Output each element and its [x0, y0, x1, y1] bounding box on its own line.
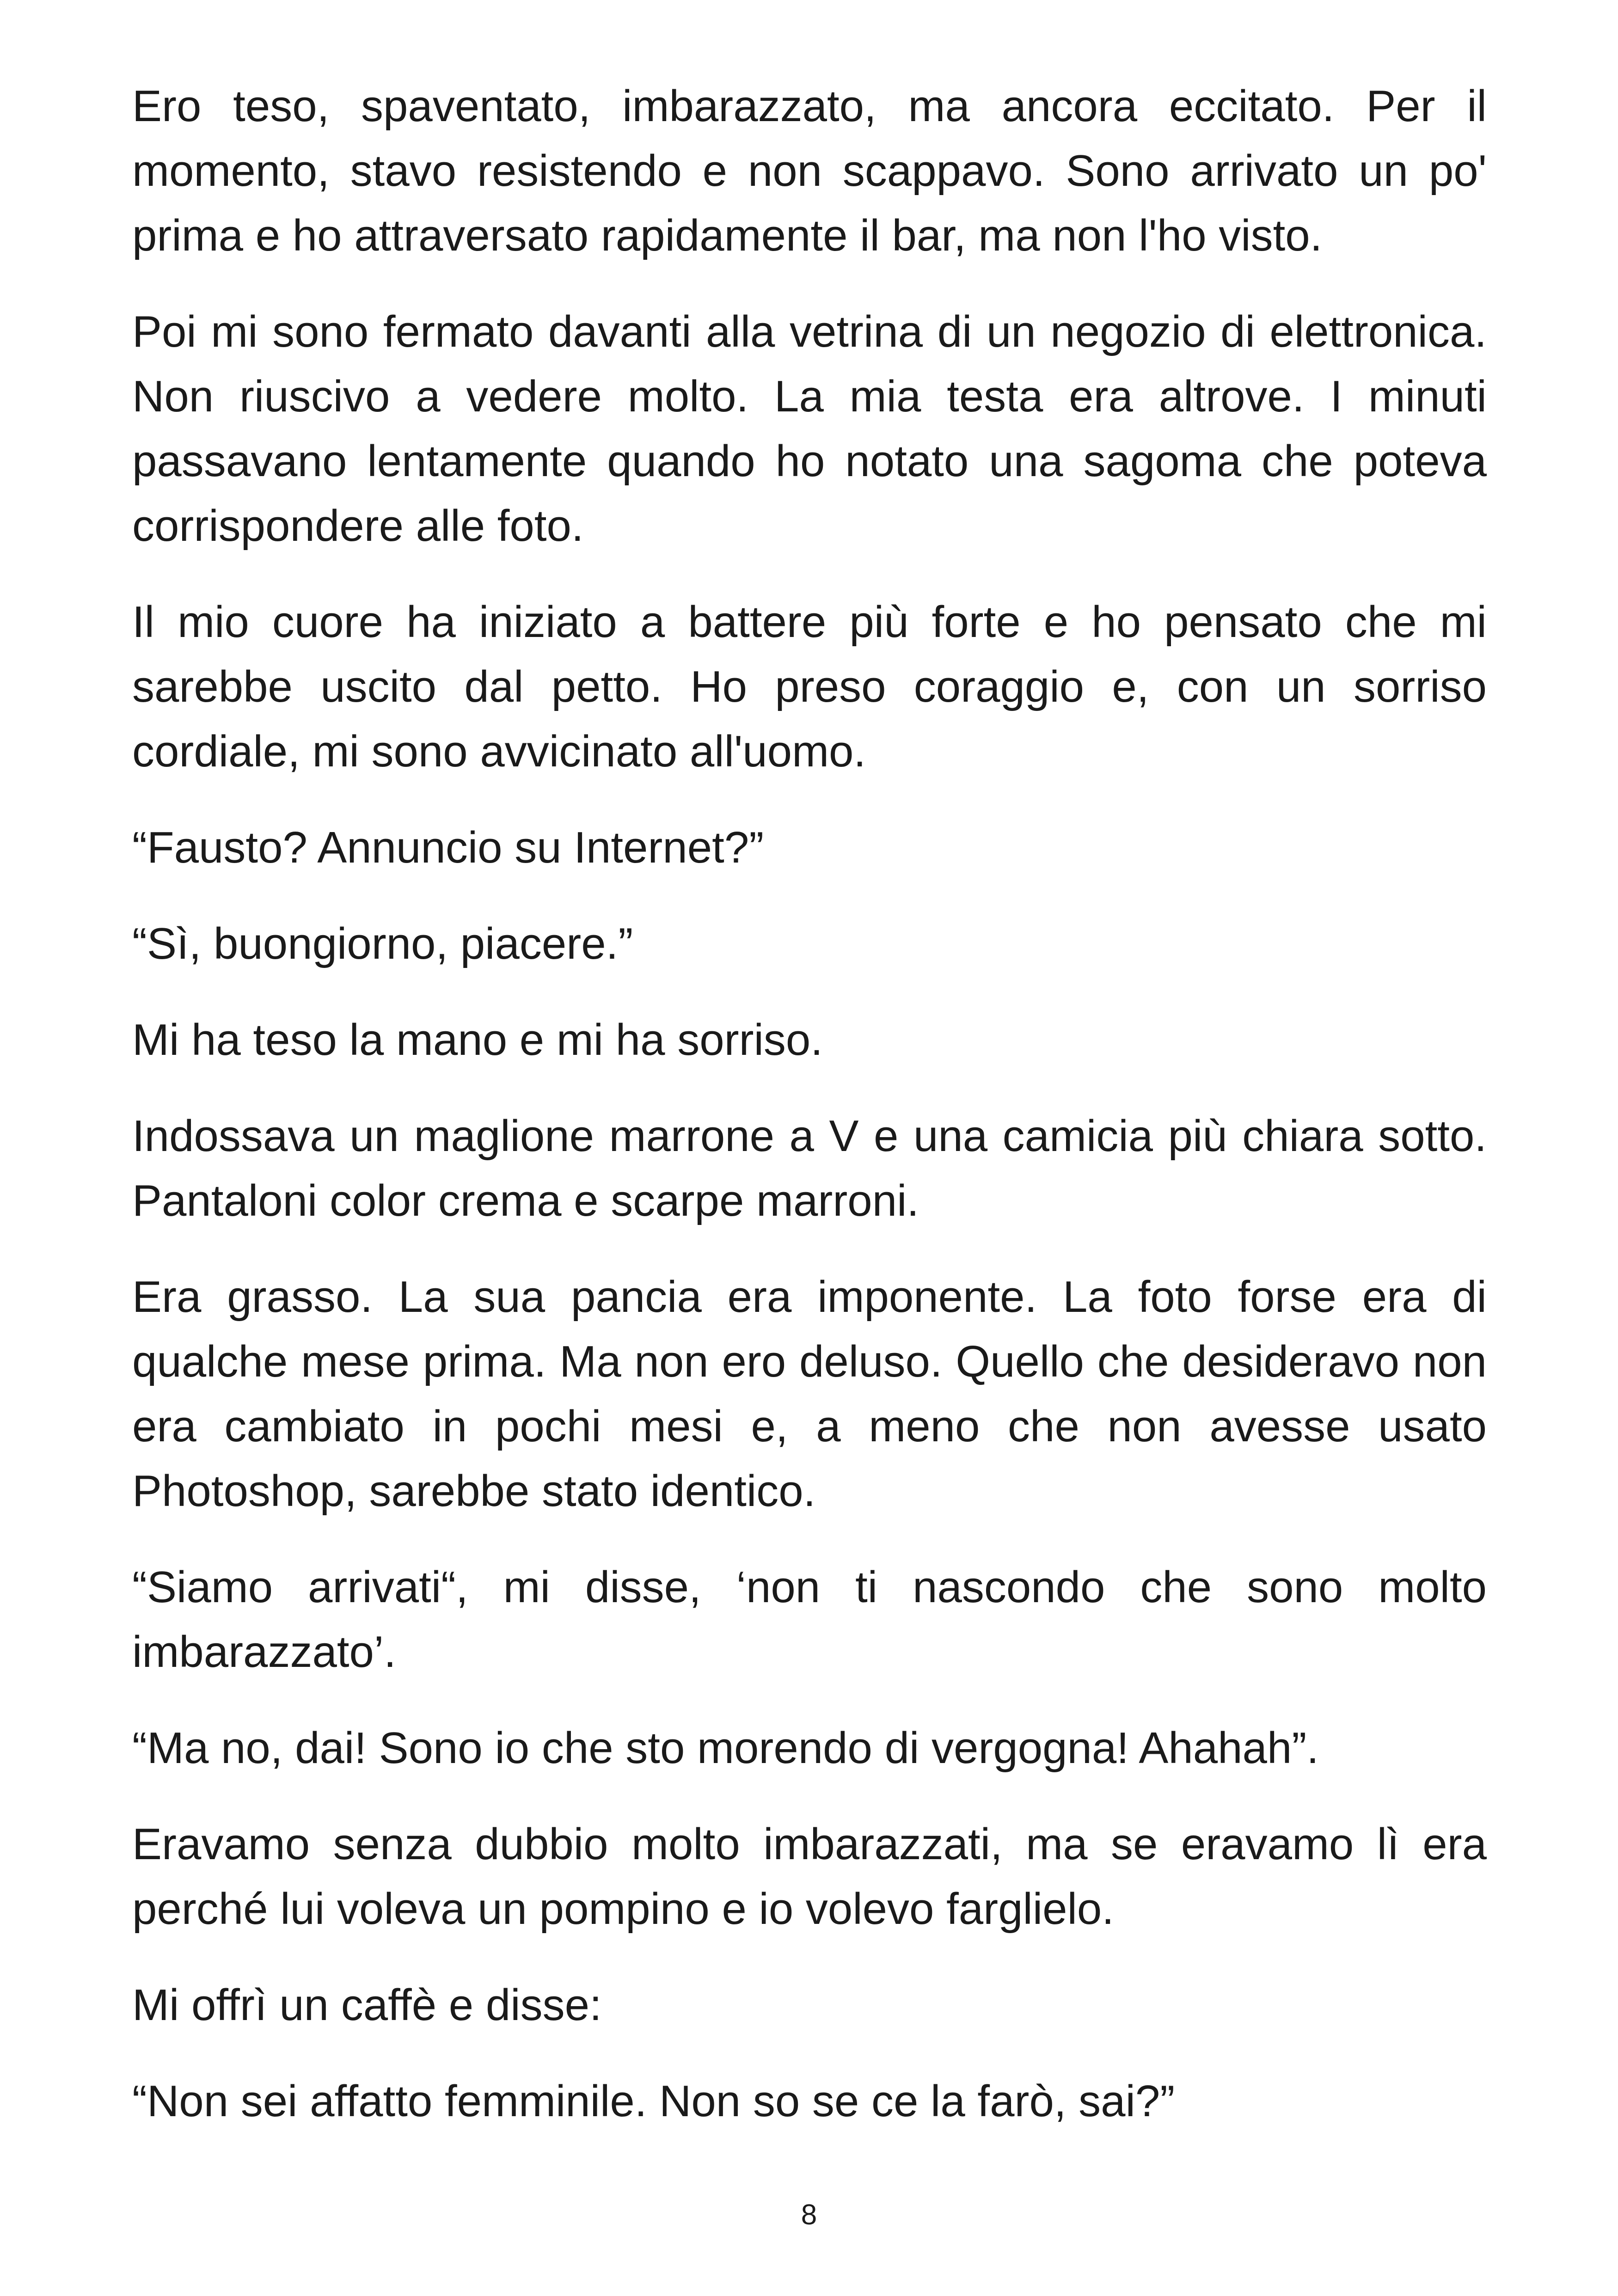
- paragraph: Ero teso, spaventato, imbarazzato, ma ancora eccitato. Per il momento, stavo resistendo e non scappavo. Sono arrivato un po' prima e ho attraversato rapidamente il bar, ma non l'ho visto.: [132, 81, 1487, 260]
- dialogue-line: “Ma no, dai! Sono io che sto morendo di vergogna! Ahahah”.: [132, 1723, 1319, 1773]
- paragraph: Poi mi sono fermato davanti alla vetrina di un negozio di elettronica. Non riuscivo a vedere molto. La mia testa era altrove. I minuti passavano lentamente quando ho notato una sagoma che poteva corrispondere alle foto.: [132, 307, 1487, 551]
- paragraph: Il mio cuore ha iniziato a battere più forte e ho pensato che mi sarebbe uscito dal petto. Ho preso coraggio e, con un sorriso cordiale, mi sono avvicinato all'uomo.: [132, 597, 1487, 776]
- page-number: 8: [801, 2199, 817, 2231]
- paragraph: Mi ha teso la mano e mi ha sorriso.: [132, 1015, 823, 1065]
- paragraph: Eravamo senza dubbio molto imbarazzati, ma se eravamo lì era perché lui voleva un pompino e io volevo farglielo.: [132, 1819, 1487, 1934]
- document-page: [132, 74, 1487, 2165]
- dialogue-line: “Siamo arrivati“, mi disse, ‘non ti nascondo che sono molto imbarazzato’.: [132, 1562, 1487, 1677]
- dialogue-line: “Non sei affatto femminile. Non so se ce la farò, sai?”: [132, 2076, 1175, 2126]
- dialogue-line: “Fausto? Annuncio su Internet?”: [132, 823, 764, 872]
- paragraph: Indossava un maglione marrone a V e una camicia più chiara sotto. Pantaloni color crema e scarpe marroni.: [132, 1111, 1487, 1225]
- paragraph: Era grasso. La sua pancia era imponente. La foto forse era di qualche mese prima. Ma non ero deluso. Quello che desideravo non era cambiato in pochi mesi e, a meno che non avesse usato Photoshop, sarebbe stato identico.: [132, 1272, 1487, 1516]
- dialogue-line: “Sì, buongiorno, piacere.”: [132, 919, 633, 968]
- paragraph: Mi offrì un caffè e disse:: [132, 1980, 602, 2030]
